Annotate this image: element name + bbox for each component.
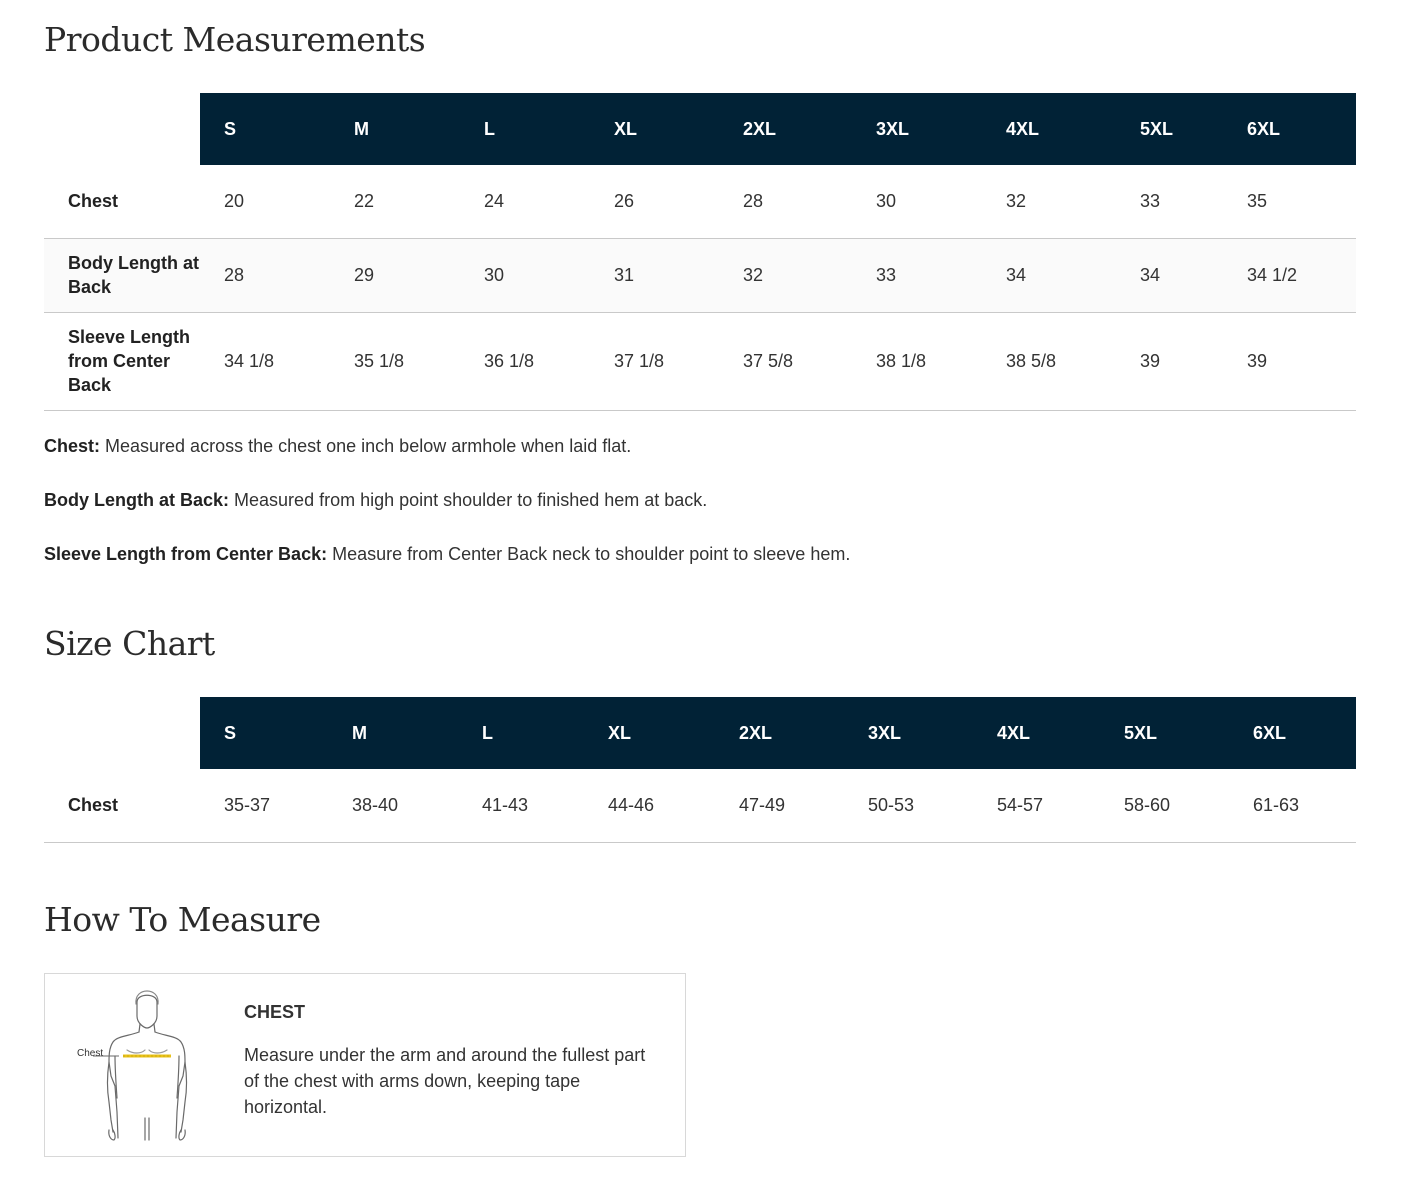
table-cell: 26 [590,165,719,238]
note-term: Chest: [44,436,101,456]
table-row [44,769,1356,842]
table-cell: 47-49 [715,769,844,842]
size-header: M [328,697,458,769]
table-cell: 38-40 [328,769,458,842]
note-term: Body Length at Back: [44,490,230,510]
table-cell: 35 1/8 [330,312,460,410]
table-cell: 35 [1223,165,1356,238]
table-cell: 61-63 [1229,769,1356,842]
chest-measure-figure [71,990,221,1142]
size-chart-table [44,697,1356,843]
product-measurements-title: Product Measurements [44,20,426,59]
table-cell: 38 5/8 [982,312,1116,410]
size-header: 3XL [844,697,973,769]
note-term: Sleeve Length from Center Back: [44,544,328,564]
table-cell: 50-53 [844,769,973,842]
table-cell: 24 [460,165,590,238]
table-cell: 41-43 [458,769,584,842]
size-header: XL [590,93,719,165]
how-to-measure-title: How To Measure [44,900,321,939]
table-cell: 34 [1116,238,1223,312]
table-row [44,312,1356,410]
table-cell: 39 [1223,312,1356,410]
table-cell: 58-60 [1100,769,1229,842]
product-measurements-table [44,93,1356,411]
size-header: 5XL [1116,93,1223,165]
table-cell: 20 [200,165,330,238]
size-header: 4XL [982,93,1116,165]
size-header: S [200,93,330,165]
size-header: 3XL [852,93,982,165]
measurement-notes [44,434,1344,596]
size-header: 5XL [1100,697,1229,769]
table-cell: 22 [330,165,460,238]
note-text: Measure from Center Back neck to shoulder point to sleeve hem. [327,544,851,564]
size-header: 2XL [719,93,852,165]
size-chart-title: Size Chart [44,624,215,663]
table-cell: 37 5/8 [719,312,852,410]
table-cell: 32 [719,238,852,312]
note-text: Measured across the chest one inch below armhole when laid flat. [100,436,632,456]
table-row [44,238,1356,312]
note-text: Measured from high point shoulder to finished hem at back. [229,490,708,510]
measure-card-chest [44,973,686,1157]
table-cell: 31 [590,238,719,312]
table-row [44,165,1356,238]
note-body-length [44,488,1344,512]
size-header: 6XL [1229,697,1356,769]
table-cell: 29 [330,238,460,312]
note-chest [44,434,1344,458]
table-cell: 34 1/2 [1223,238,1356,312]
table-cell: 38 1/8 [852,312,982,410]
figure-chest-label: Chest [77,1048,104,1059]
measure-instructions: Measure under the arm and around the fullest part of the chest with arms down, keeping tape horizontal. [244,1045,646,1117]
table-cell: 28 [719,165,852,238]
size-header: XL [584,697,715,769]
table-cell: 33 [852,238,982,312]
measure-heading: CHEST [244,1002,306,1022]
row-label: Chest [44,165,200,238]
table-cell: 33 [1116,165,1223,238]
row-label: Chest [44,769,200,842]
table-cell: 30 [852,165,982,238]
table-cell: 44-46 [584,769,715,842]
table-cell: 34 [982,238,1116,312]
size-header: 6XL [1223,93,1356,165]
table-corner [44,93,200,165]
size-header: 4XL [973,697,1100,769]
size-header: L [458,697,584,769]
table-cell: 37 1/8 [590,312,719,410]
note-sleeve-length [44,542,1344,566]
size-header: L [460,93,590,165]
table-cell: 35-37 [200,769,328,842]
size-header: S [200,697,328,769]
table-cell: 54-57 [973,769,1100,842]
row-label: Sleeve Length from Center Back [44,312,200,410]
table-cell: 32 [982,165,1116,238]
table-cell: 34 1/8 [200,312,330,410]
row-label: Body Length at Back [44,238,200,312]
table-cell: 30 [460,238,590,312]
size-header: M [330,93,460,165]
table-cell: 28 [200,238,330,312]
size-header: 2XL [715,697,844,769]
table-cell: 36 1/8 [460,312,590,410]
table-corner [44,697,200,769]
table-cell: 39 [1116,312,1223,410]
